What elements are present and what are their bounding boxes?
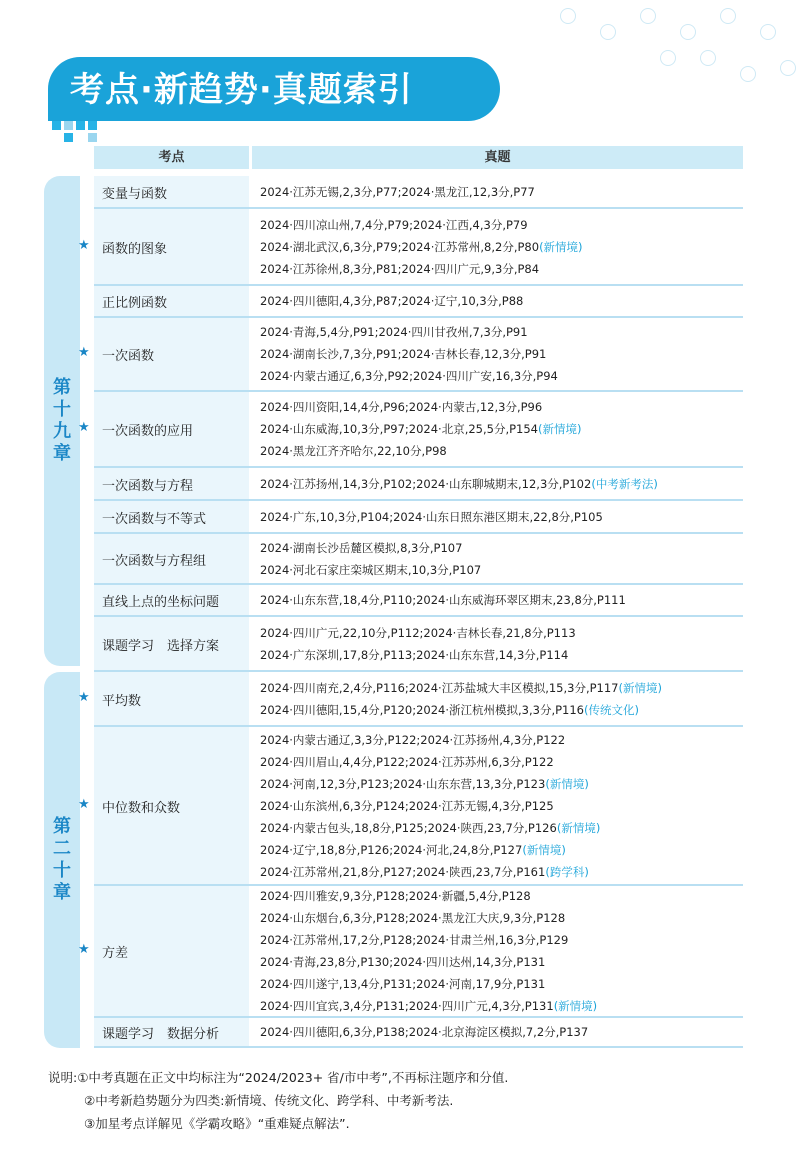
topic-name: 中位数和众数	[102, 800, 181, 816]
topic-name: 课题学习 数据分析	[102, 1027, 220, 1042]
star-icon: ★	[78, 237, 90, 253]
question-line	[260, 473, 658, 495]
chapter-label: 第 十 九 章	[53, 377, 71, 464]
questions-cell	[252, 209, 743, 284]
question-text: 2024·内蒙古通辽,3,3分,P122;2024·江苏扬州,4,3分,P122	[260, 732, 566, 747]
question-line	[260, 258, 539, 280]
table-row	[94, 501, 743, 534]
question-text: 2024·四川南充,2,4分,P116;2024·江苏盐城大丰区模拟,15,3分,P117	[260, 680, 619, 695]
topic-cell	[94, 501, 249, 532]
questions-cell	[252, 468, 743, 499]
question-text: 2024·四川眉山,4,4分,P122;2024·江苏苏州,6,3分,P122	[260, 754, 554, 769]
question-text: 2024·四川广元,22,10分,P112;2024·吉林长春,21,8分,P113	[260, 625, 576, 640]
topic-cell	[94, 617, 249, 670]
topic-name: 一次函数与不等式	[102, 511, 207, 527]
question-line	[260, 751, 554, 773]
topic-name: 一次函数与方程组	[102, 553, 207, 569]
question-text: 2024·黑龙江齐齐哈尔,22,10分,P98	[260, 444, 447, 458]
chapter-label: 第 二 十 章	[53, 816, 71, 903]
question-text: 2024·河南,12,3分,P123;2024·山东东营,13,3分,P123	[260, 776, 546, 791]
question-line	[260, 589, 626, 611]
table-row	[94, 286, 743, 318]
trend-tag: (新情境)	[538, 422, 582, 436]
topic-name: 一次函数的应用	[102, 424, 194, 439]
question-line	[260, 236, 583, 258]
question-line	[260, 559, 481, 581]
question-line	[260, 181, 535, 203]
topic-cell	[94, 176, 249, 207]
questions-cell	[252, 672, 743, 725]
topic-cell	[94, 209, 249, 284]
question-line	[260, 214, 528, 236]
table-row	[78, 209, 743, 286]
topic-cell	[94, 585, 249, 615]
table-row	[78, 672, 743, 727]
questions-cell	[252, 501, 743, 532]
question-text: 2024·江苏徐州,8,3分,P81;2024·四川广元,9,3分,P84	[260, 261, 540, 276]
question-text: 2024·内蒙古通辽,6,3分,P92;2024·四川广安,16,3分,P94	[260, 369, 558, 383]
row-divider	[94, 1046, 743, 1048]
question-text: 2024·辽宁,18,8分,P126;2024·河北,24,8分,P127	[260, 842, 523, 857]
question-line	[260, 365, 558, 387]
question-text: 2024·河北石家庄栾城区期末,10,3分,P107	[260, 562, 482, 577]
question-line	[260, 995, 597, 1017]
topic-cell	[94, 318, 249, 390]
topic-cell	[94, 468, 249, 499]
question-text: 2024·四川德阳,15,4分,P120;2024·浙江杭州模拟,3,3分,P116	[260, 702, 585, 717]
table-row	[94, 176, 743, 209]
question-line	[260, 973, 545, 995]
question-line	[260, 644, 568, 666]
question-line	[260, 795, 554, 817]
questions-cell	[252, 886, 743, 1016]
questions-cell	[252, 318, 743, 390]
question-text: 2024·青海,23,8分,P130;2024·四川达州,14,3分,P131	[260, 955, 546, 969]
trend-tag: (中考新考法)	[591, 476, 658, 491]
table-row	[94, 1018, 743, 1048]
topic-name: 函数的图象	[102, 241, 168, 257]
question-line	[260, 861, 589, 883]
question-text: 2024·四川资阳,14,4分,P96;2024·内蒙古,12,3分,P96	[260, 400, 543, 414]
question-text: 2024·湖南长沙,7,3分,P91;2024·吉林长春,12,3分,P91	[260, 347, 547, 361]
star-icon: ★	[78, 345, 90, 360]
question-text: 2024·四川宜宾,3,4分,P131;2024·四川广元,4,3分,P131	[260, 999, 554, 1013]
topic-cell	[94, 286, 249, 316]
question-text: 2024·内蒙古包头,18,8分,P125;2024·陕西,23,7分,P126	[260, 820, 557, 835]
question-text: 2024·四川德阳,4,3分,P87;2024·辽宁,10,3分,P88	[260, 294, 524, 308]
question-line	[260, 677, 662, 699]
table-row	[78, 318, 743, 392]
question-line	[260, 418, 582, 440]
question-line	[260, 396, 542, 418]
trend-tag: (新情境)	[522, 842, 566, 857]
header-questions: 真题	[252, 146, 743, 169]
question-line	[260, 839, 566, 861]
trend-tag: (跨学科)	[545, 864, 589, 879]
questions-cell	[252, 392, 743, 466]
questions-cell	[252, 727, 743, 884]
topic-name: 方差	[102, 946, 129, 961]
star-icon: ★	[78, 942, 90, 957]
question-line	[260, 1021, 588, 1043]
question-line	[260, 817, 600, 839]
trend-tag: (新情境)	[556, 820, 601, 835]
question-text: 2024·山东威海,10,3分,P97;2024·北京,25,5分,P154	[260, 422, 539, 436]
table-row	[94, 534, 743, 585]
star-icon: ★	[78, 420, 90, 435]
question-line	[260, 729, 565, 751]
table-row	[94, 585, 743, 617]
table-row	[78, 727, 743, 886]
question-line	[260, 537, 462, 559]
topic-name: 变量与函数	[102, 186, 168, 202]
question-text: 2024·四川雅安,9,3分,P128;2024·新疆,5,4分,P128	[260, 889, 531, 903]
question-text: 2024·山东烟台,6,3分,P128;2024·黑龙江大庆,9,3分,P128	[260, 911, 566, 925]
note-3: ③加星考点详解见《学霸攻略》“重难疑点解法”.	[84, 1116, 350, 1131]
question-text: 2024·广东深圳,17,8分,P113;2024·山东东营,14,3分,P114	[260, 647, 569, 662]
trend-tag: (新情境)	[545, 776, 589, 791]
question-line	[260, 321, 528, 343]
trend-tag: (新情境)	[553, 999, 598, 1013]
questions-cell	[252, 286, 743, 316]
question-text: 2024·江苏扬州,14,3分,P102;2024·山东聊城期末,12,3分,P102	[260, 476, 592, 491]
trend-tag: (传统文化)	[584, 702, 639, 717]
topic-name: 正比例函数	[102, 296, 168, 311]
notes	[48, 1066, 508, 1135]
trend-tag: (新情境)	[539, 239, 583, 254]
question-line	[260, 951, 545, 973]
star-icon: ★	[78, 689, 90, 705]
topic-name: 平均数	[102, 693, 142, 709]
questions-cell	[252, 585, 743, 615]
question-line	[260, 343, 546, 365]
topic-cell	[94, 534, 249, 583]
questions-cell	[252, 617, 743, 670]
table-header	[94, 146, 743, 169]
question-line	[260, 622, 576, 644]
table-row	[94, 617, 743, 672]
question-text: 2024·江苏常州,17,2分,P128;2024·甘肃兰州,16,3分,P129	[260, 933, 569, 947]
question-text: 2024·广东,10,3分,P104;2024·山东日照东港区期末,22,8分,P105	[260, 509, 603, 524]
question-text: 2024·江苏常州,21,8分,P127;2024·陕西,23,7分,P161	[260, 864, 546, 879]
topic-cell	[94, 886, 249, 1016]
question-line	[260, 699, 639, 721]
topic-name: 一次函数	[102, 349, 155, 364]
topic-cell	[94, 392, 249, 466]
question-text: 2024·四川遂宁,13,4分,P131;2024·河南,17,9分,P131	[260, 977, 546, 991]
question-text: 2024·山东东营,18,4分,P110;2024·山东威海环翠区期末,23,8分,P111	[260, 593, 626, 607]
topic-name: 课题学习 选择方案	[102, 638, 220, 654]
table-row	[94, 468, 743, 501]
question-text: 2024·青海,5,4分,P91;2024·四川甘孜州,7,3分,P91	[260, 325, 528, 339]
question-text: 2024·山东滨州,6,3分,P124;2024·江苏无锡,4,3分,P125	[260, 798, 554, 813]
question-text: 2024·湖南长沙岳麓区模拟,8,3分,P107	[260, 540, 463, 555]
topic-cell	[94, 672, 249, 725]
questions-cell	[252, 1018, 743, 1046]
question-text: 2024·四川德阳,6,3分,P138;2024·北京海淀区模拟,7,2分,P137	[260, 1025, 589, 1039]
question-line	[260, 907, 565, 929]
trend-tag: (新情境)	[618, 680, 662, 695]
star-icon: ★	[78, 796, 90, 812]
question-line	[260, 885, 531, 907]
question-line	[260, 506, 603, 528]
questions-cell	[252, 534, 743, 583]
topic-name: 一次函数与方程	[102, 478, 194, 494]
question-line	[260, 290, 523, 312]
question-line	[260, 440, 447, 462]
question-text: 2024·湖北武汉,6,3分,P79;2024·江苏常州,8,2分,P80	[260, 239, 540, 254]
note-1: 说明:①中考真题在正文中均标注为“2024/2023+ 省/市中考”,不再标注题序和分值.	[48, 1070, 509, 1085]
table-row	[78, 886, 743, 1018]
question-text: 2024·江苏无锡,2,3分,P77;2024·黑龙江,12,3分,P77	[260, 184, 535, 199]
question-line	[260, 773, 589, 795]
topic-name: 直线上点的坐标问题	[102, 595, 220, 610]
table-row	[78, 392, 743, 468]
questions-cell	[252, 176, 743, 207]
topic-cell	[94, 727, 249, 884]
header-topic: 考点	[94, 146, 249, 169]
question-line	[260, 929, 568, 951]
note-2: ②中考新趋势题分为四类:新情境、传统文化、跨学科、中考新考法.	[84, 1093, 454, 1108]
question-text: 2024·四川凉山州,7,4分,P79;2024·江西,4,3分,P79	[260, 217, 528, 232]
topic-cell	[94, 1018, 249, 1046]
page-title: 考点·新趋势·真题索引	[70, 70, 413, 110]
